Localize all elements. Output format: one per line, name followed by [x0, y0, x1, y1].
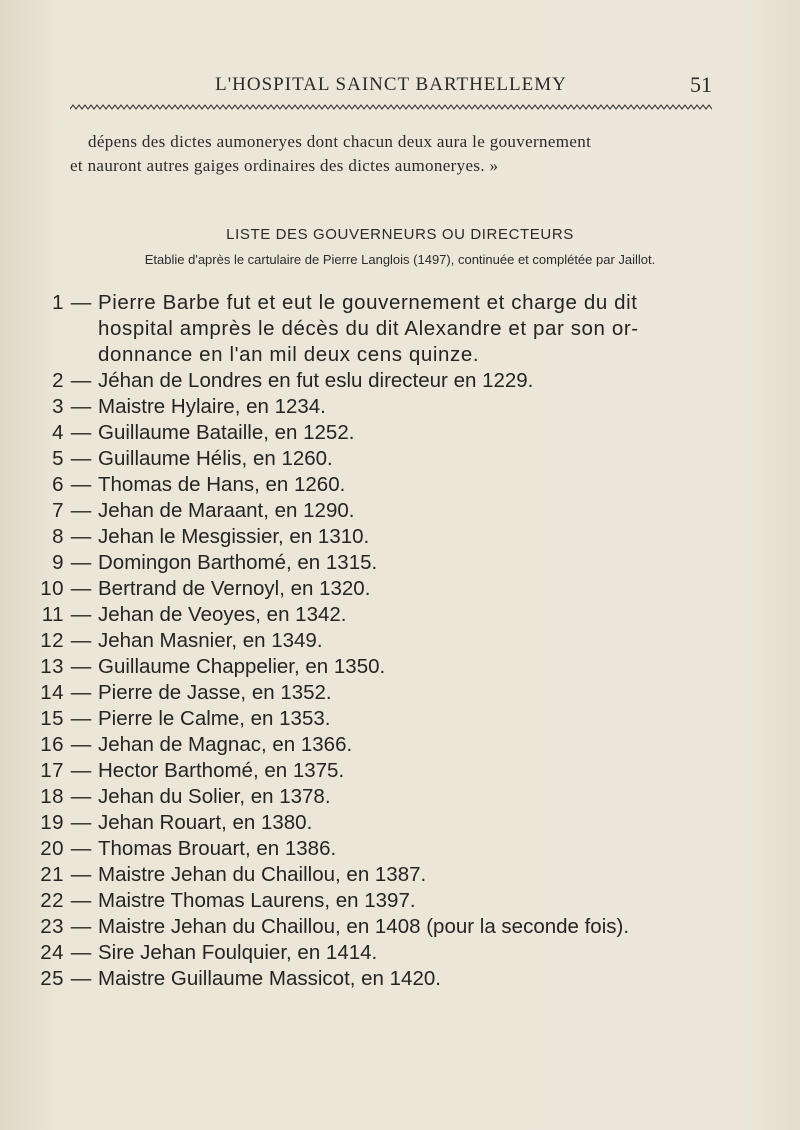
entry-dash: —	[70, 889, 92, 912]
entry-number: 24	[40, 941, 64, 964]
list-item	[40, 758, 740, 784]
entry-text	[98, 290, 698, 368]
entry-line: hospital amprès le décès du dit Alexandre et par son or-	[98, 317, 639, 340]
list-item	[40, 966, 740, 992]
entry-text: Domingon Barthomé, en 1315.	[98, 551, 378, 574]
entry-dash: —	[70, 525, 92, 548]
list-item	[40, 524, 740, 550]
entry-dash: —	[70, 421, 92, 444]
entry-dash: —	[70, 733, 92, 756]
entry-number: 8	[52, 525, 64, 548]
entry-dash: —	[70, 941, 92, 964]
entry-text: Jehan de Veoyes, en 1342.	[98, 603, 347, 626]
list-item	[40, 290, 740, 368]
page-number: 51	[690, 72, 712, 97]
entry-number: 13	[40, 655, 64, 678]
list-item	[40, 784, 740, 810]
list-item	[40, 654, 740, 680]
list-item	[40, 628, 740, 654]
entry-number: 4	[52, 421, 64, 444]
list-item	[40, 732, 740, 758]
entry-list	[40, 368, 740, 992]
list-item	[40, 472, 740, 498]
list-subheading: Etablie d'après le cartulaire de Pierre Langlois (1497), continuée et complétée par Jaillot.	[144, 252, 656, 267]
list-item	[40, 420, 740, 446]
entry-text: Maistre Jehan du Chaillou, en 1408 (pour la seconde fois).	[98, 915, 630, 938]
list-item	[40, 680, 740, 706]
entry-dash: —	[70, 577, 92, 600]
entry-text: Jehan de Magnac, en 1366.	[98, 733, 353, 756]
list-item	[40, 446, 740, 472]
entry-number: 6	[52, 473, 64, 496]
entry-number: 14	[40, 681, 64, 704]
decorative-rule	[70, 103, 712, 111]
entry-dash: —	[70, 811, 92, 834]
list-item	[40, 576, 740, 602]
entry-number: 15	[40, 707, 64, 730]
entry-text: Hector Barthomé, en 1375.	[98, 759, 345, 782]
entry-dash: —	[70, 551, 92, 574]
entry-dash: —	[70, 785, 92, 808]
entry-text: Guillaume Chappelier, en 1350.	[98, 655, 386, 678]
entry-text: Jehan Masnier, en 1349.	[98, 629, 323, 652]
entry-number: 9	[52, 551, 64, 574]
entry-text: Pierre de Jasse, en 1352.	[98, 681, 332, 704]
running-header	[70, 72, 712, 102]
entry-number: 22	[40, 889, 64, 912]
entry-text: Jehan de Maraant, en 1290.	[98, 499, 355, 522]
entry-number: 1	[52, 291, 64, 314]
entry-text: Pierre le Calme, en 1353.	[98, 707, 331, 730]
list-item	[40, 550, 740, 576]
entry-number: 19	[40, 811, 64, 834]
list-item	[40, 914, 740, 940]
entry-text: Maistre Jehan du Chaillou, en 1387.	[98, 863, 427, 886]
governor-list	[40, 290, 740, 992]
entry-number: 2	[52, 369, 64, 392]
entry-text: Bertrand de Vernoyl, en 1320.	[98, 577, 371, 600]
entry-dash: —	[70, 603, 92, 626]
entry-text: Jéhan de Londres en fut eslu directeur en 1229.	[98, 369, 534, 392]
entry-text: Maistre Guillaume Massicot, en 1420.	[98, 967, 441, 990]
entry-number: 3	[52, 395, 64, 418]
entry-dash: —	[70, 707, 92, 730]
list-item	[40, 862, 740, 888]
list-item	[40, 836, 740, 862]
entry-text: Sire Jehan Foulquier, en 1414.	[98, 941, 378, 964]
entry-dash: —	[70, 863, 92, 886]
entry-line: donnance en l'an mil deux cens quinze.	[98, 343, 480, 366]
entry-text: Guillaume Bataille, en 1252.	[98, 421, 355, 444]
list-item	[40, 940, 740, 966]
list-heading: LISTE DES GOUVERNEURS OU DIRECTEURS	[226, 226, 574, 243]
list-item	[40, 394, 740, 420]
entry-dash: —	[70, 837, 92, 860]
list-item	[40, 368, 740, 394]
entry-dash: —	[70, 499, 92, 522]
entry-dash: —	[70, 447, 92, 470]
entry-dash: —	[70, 291, 92, 314]
list-item	[40, 498, 740, 524]
entry-dash: —	[70, 759, 92, 782]
entry-number: 7	[52, 499, 64, 522]
entry-dash: —	[70, 655, 92, 678]
list-item	[40, 706, 740, 732]
entry-number: 11	[41, 603, 64, 626]
entry-dash: —	[70, 369, 92, 392]
entry-number: 12	[40, 629, 64, 652]
entry-text: Jehan le Mesgissier, en 1310.	[98, 525, 370, 548]
entry-dash: —	[70, 395, 92, 418]
entry-number: 21	[40, 863, 64, 886]
entry-number: 17	[40, 759, 64, 782]
entry-dash: —	[70, 473, 92, 496]
entry-text: Jehan Rouart, en 1380.	[98, 811, 313, 834]
entry-text: Thomas de Hans, en 1260.	[98, 473, 346, 496]
entry-text: Jehan du Solier, en 1378.	[98, 785, 331, 808]
intro-line: dépens des dictes aumoneryes dont chacun deux aura le gouvernement	[88, 132, 592, 151]
entry-text: Thomas Brouart, en 1386.	[98, 837, 337, 860]
entry-dash: —	[70, 915, 92, 938]
entry-number: 18	[40, 785, 64, 808]
entry-number: 20	[40, 837, 64, 860]
entry-text: Guillaume Hélis, en 1260.	[98, 447, 333, 470]
entry-number: 5	[52, 447, 64, 470]
entry-number: 23	[40, 915, 64, 938]
entry-text: Maistre Hylaire, en 1234.	[98, 395, 326, 418]
entry-text: Maistre Thomas Laurens, en 1397.	[98, 889, 416, 912]
list-item	[40, 888, 740, 914]
entry-number: 16	[40, 733, 64, 756]
entry-dash: —	[70, 681, 92, 704]
intro-line: et nauront autres gaiges ordinaires des dictes aumoneryes. »	[70, 156, 499, 175]
intro-paragraph	[70, 130, 712, 178]
running-title: L'HOSPITAL SAINCT BARTHELLEMY	[215, 74, 567, 95]
entry-dash: —	[70, 967, 92, 990]
entry-dash: —	[70, 629, 92, 652]
list-item	[40, 810, 740, 836]
entry-number: 25	[40, 967, 64, 990]
entry-number: 10	[40, 577, 64, 600]
list-item	[40, 602, 740, 628]
entry-line: Pierre Barbe fut et eut le gouvernement et charge du dit	[98, 291, 638, 314]
